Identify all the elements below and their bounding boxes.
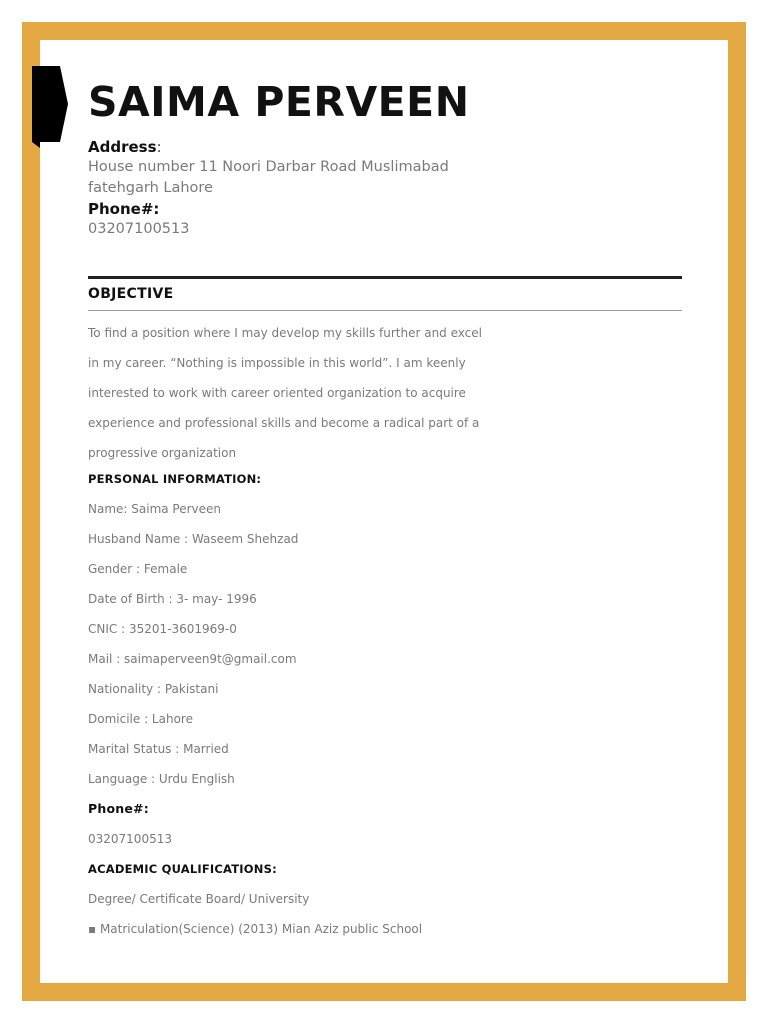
objective-text [88, 318, 488, 468]
contact-block [88, 137, 682, 240]
objective-line: progressive organization [88, 446, 237, 461]
candidate-name: SAIMA PERVEEN [88, 78, 470, 126]
address-colon: : [156, 138, 162, 156]
academic-item: ▪ Matriculation(Science) (2013) Mian Aziz public School [88, 922, 423, 936]
personal-info-mail: Mail : saimaperveen9t@gmail.com [88, 652, 297, 666]
address-label-row [88, 137, 682, 157]
phone-label: Phone#: [88, 200, 160, 218]
address-line-2: fatehgarh Lahore [88, 180, 213, 196]
personal-info-dob: Date of Birth : 3- may- 1996 [88, 592, 257, 606]
address-line-1: House number 11 Noori Darbar Road Muslimabad [88, 159, 449, 175]
section-divider-thin [88, 310, 682, 311]
phone-number: 03207100513 [88, 221, 190, 237]
objective-line: experience and professional skills and become a radical part of a [88, 416, 480, 431]
personal-phone-number: 03207100513 [88, 832, 172, 846]
details-list [88, 464, 682, 944]
personal-info-language: Language : Urdu English [88, 772, 235, 786]
personal-info-cnic: CNIC : 35201-3601969-0 [88, 622, 237, 636]
personal-info-heading: PERSONAL INFORMATION: [88, 472, 262, 486]
personal-info-marital-status: Marital Status : Married [88, 742, 229, 756]
academic-table-header: Degree/ Certificate Board/ University [88, 892, 310, 906]
personal-phone-heading: Phone#: [88, 801, 149, 816]
objective-line: in my career. “Nothing is impossible in this world”. I am keenly [88, 356, 466, 371]
objective-line: To find a position where I may develop my skills further and excel [88, 326, 482, 340]
personal-info-nationality: Nationality : Pakistani [88, 682, 219, 696]
personal-info-husband: Husband Name : Waseem Shehzad [88, 532, 299, 546]
objective-heading: OBJECTIVE [88, 286, 174, 302]
objective-line: interested to work with career oriented organization to acquire [88, 386, 466, 401]
personal-info-name: Name: Saima Perveen [88, 502, 222, 516]
personal-info-domicile: Domicile : Lahore [88, 712, 193, 726]
section-divider-thick [88, 276, 682, 279]
academic-heading: ACADEMIC QUALIFICATIONS: [88, 862, 277, 876]
personal-info-gender: Gender : Female [88, 562, 188, 576]
address-label: Address [88, 138, 157, 156]
header-tab-marker [32, 66, 68, 148]
